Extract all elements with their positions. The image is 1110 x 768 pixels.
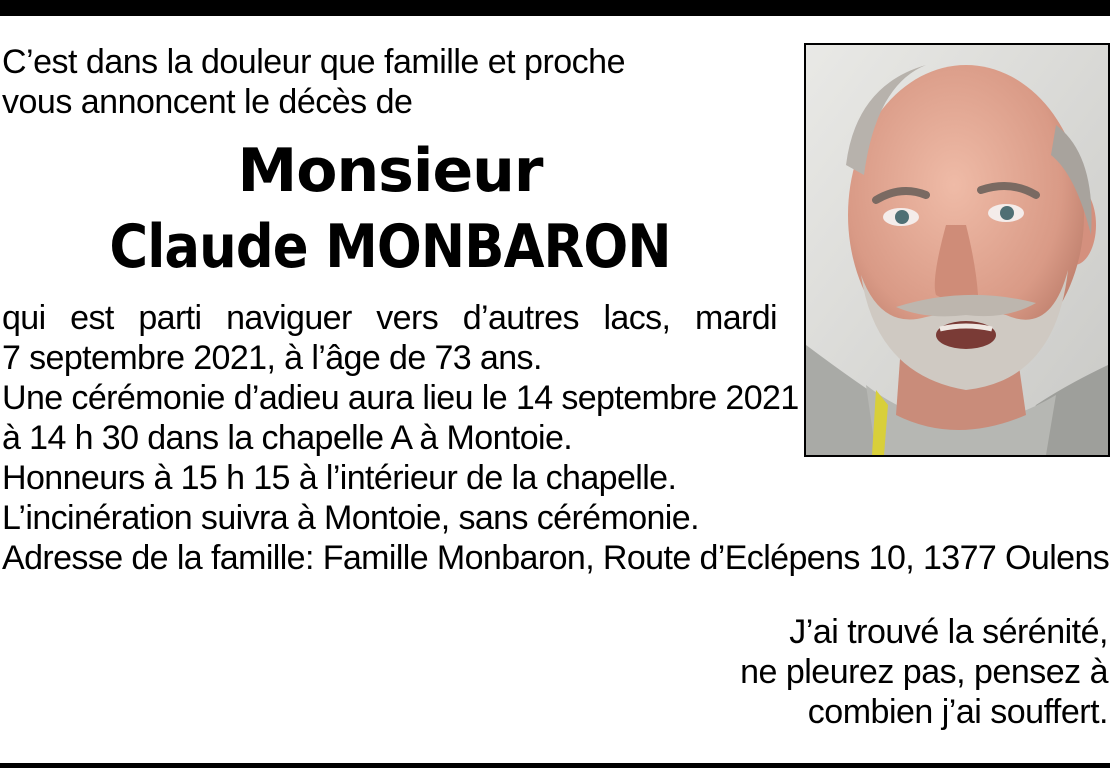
top-rule <box>0 0 1110 16</box>
body-line-2: 7 septembre 2021, à l’âge de 73 ans. <box>2 339 542 377</box>
intro-line-1: C’est dans la douleur que famille et proche <box>2 43 625 81</box>
portrait-photo <box>804 43 1110 457</box>
body-line-3: Une cérémonie d’adieu aura lieu le 14 septembre 2021 <box>2 379 799 417</box>
body-line-6: L’incinération suivra à Montoie, sans cérémonie. <box>2 499 699 537</box>
body-line-5: Honneurs à 15 h 15 à l’intérieur de la chapelle. <box>2 459 677 497</box>
intro-text <box>2 42 762 122</box>
quote-line-1: J’ai trouvé la sérénité, <box>789 613 1108 651</box>
deceased-name: Claude MONBARON <box>109 212 671 282</box>
deceased-title: Monsieur <box>237 136 543 206</box>
body-line-1: qui est parti naviguer vers d’autres lacs, mardi <box>2 299 777 337</box>
body-line-4: à 14 h 30 dans la chapelle A à Montoie. <box>2 419 573 457</box>
quote-line-3: combien j’ai souffert. <box>807 693 1108 731</box>
quote-line-2: ne pleurez pas, pensez à <box>740 653 1108 691</box>
body-line-7: Adresse de la famille: Famille Monbaron, Route d’Eclépens 10, 1377 Oulens <box>2 539 1110 577</box>
closing-quote <box>608 612 1108 732</box>
bottom-rule <box>0 763 1110 768</box>
intro-line-2: vous annoncent le décès de <box>2 83 413 121</box>
portrait-illustration <box>806 45 1108 455</box>
